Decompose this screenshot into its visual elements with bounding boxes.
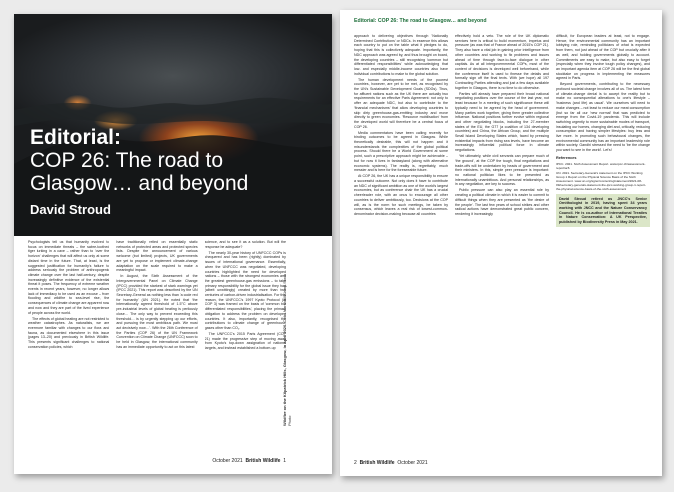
paragraph: difficult, for European leaders at least, not to engage. Hence, the environmental community has an important lobbying role, reminding politicians of what is expected from them, not just ahead of the COP but crucially after it as well, and holding governments globally to account. Commitments are easy to make, but also easy to forget (especially when they involve tough policy changes), and an important agenda item at COP 26 will be the first global stocktake on progress in implementing the measures agreed in Paris. bbox=[556, 34, 650, 81]
paragraph: The effects of global heating are not restricted to weather catastrophes. As naturalists, we are evermore familiar with changes to our flora and fauna, as documented elsewhere in this issue (pages 13–20) and previously in British Wildlife. This presents significant challenges to national conservation policies, which bbox=[28, 316, 110, 349]
left-col-3 bbox=[205, 240, 286, 446]
paragraph: The UNFCCC's 2015 Paris Agreement (COP 21) made the progressive step of moving away from Kyoto's top-down assignation of national targets, and instead established a bottom-up bbox=[204, 331, 286, 351]
right-page bbox=[340, 10, 662, 476]
article-headline bbox=[30, 126, 320, 195]
paragraph: Media commentators have been calling recently for binding outcomes to be agreed in Glasgow. While theoretically desirable, this will not happen and it misunderstands the complexities of the global political process. Should there be a World Government at some point, such a prescriptive approach might be achievable – but for now it lives in fantasyland (along with alternative economic systems). The reality is, regrettably, much messier and is here for the foreseeable future. bbox=[354, 130, 448, 173]
footer-page-number: 2 bbox=[354, 460, 357, 466]
photo-credit-caption: Wildfire on the Kilpatrick Hills, Glasgow, in April 2020. bbox=[282, 323, 287, 426]
references-title: References bbox=[556, 155, 577, 160]
paragraph: The nearly 30-year history of UNFCCC COPs is chequered and has been (rightly) dominated by issues of international governance. Essentially, when the UNFCCC was negotiated, developing countries highlighted the need for developed nations – those with the strongest economies and the greatest greenhouse-gas emissions – to take primary responsibility for the global issue they had (albeit unwittingly) created by more than two centuries of carbon-driven industrialisation. For this reason, the UNFCCC's 1997 Kyoto Protocol (at COP 3) was framed on the basis of 'common but differentiated responsibilities', placing the primary obligation to address the problem on developed countries. It also, importantly, recognised the contributions to climate change of greenhouse gases other than CO₂. bbox=[204, 250, 286, 330]
paragraph: Yet ultimately, while civil servants can prepare much of 'the ground', at the COP the tough, final negotiations and trade-offs will be undertaken by heads of government and their ministers. In this, simple peer pressure is important: no national politician likes to be presented as internationally unambitious. And personal relationships, as in any negotiation, are key to success. bbox=[455, 154, 549, 187]
paragraph: At COP 26, the UK has a unique responsibility to ensure a successful outcome. Not only does it have to contribute an NDC of significant ambition as one of the world's largest economies, but as conference chair the UK has a crucial cheerleader role, with an onus to encourage all other countries to deliver ambitiously, too. Decisions at the COP will, as is the norm for such meetings, be taken by consensus, which leaves a real risk of lowest-common-denominator decision-making because all countries bbox=[354, 174, 448, 216]
paragraph: The human development needs of the poorest countries, however, are yet to be met, as recognised by the UN's Sustainable Development Goals (SDGs). Thus, for affluent nations such as the UK there are actually two requirements for an effective Paris Agreement: not only to offer an adequate NDC, but also to contribute to the 'financial mechanisms' that allow developing countries to skip dirty greenhouse-gas-emitting industry and move directly to green economies. 'Resource mobilisation' from the developed world will therefore be a central focus of COP 26. bbox=[354, 77, 448, 129]
footer-date: October 2021 bbox=[397, 460, 428, 466]
paragraph: approach to delivering objectives through 'Nationally Determined Contributions' or NDCs. In essence this allows each country to put on the table what it pledges to do, hoping that this is collectively adequate. Importantly, the NDC approach was agreed by, and thus brought on board, the developing countries – still recognising 'common but differentiated responsibilities' while acknowledging that low- and especially middle-income countries also have individual contributions to make to the global solution. bbox=[354, 34, 448, 76]
paragraph: science, and to see it as a solution. But will the response be adequate? bbox=[204, 240, 286, 249]
paragraph: have traditionally relied on essentially static networks of protected areas and protected species lists. Despite the announcement of various welcome (but limited) projects, UK governments are yet to propose or implement climate-change adaptation on the scale required to make a meaningful impact. bbox=[116, 240, 198, 273]
paragraph: Beyond governments, contributing to the necessary profound societal change involves all of us. The latest form of climate-change denial is to accept the reality but to make no consequential alterations to one's lifestyle – 'business (and life) as usual'. We ourselves will need to make changes – not least to reduce our meat consumption (but so far all our 'new normal' that was predicted to emerge from the Covid-19 pandemic. This will include switching urgently to more sustainable modes of transport, insulating our homes, changing diet and, critically, reducing consumption and having simpler lifestyles: buy less and live more. In promoting such behavioural changes, the environmental community has an important leadership role within society. Gandhi stressed the need to 'be the change you want to see in the world'. Let's! bbox=[556, 82, 650, 153]
author-byline: David Stroud bbox=[30, 202, 111, 217]
left-col-2 bbox=[116, 240, 197, 446]
right-col-1 bbox=[354, 34, 448, 444]
right-col-3 bbox=[556, 34, 650, 444]
photo-credit-source: Colin Marshall/Alamy Stock Photo bbox=[282, 273, 292, 426]
photo-credit bbox=[282, 266, 292, 426]
paragraph: In August, the Sixth Assessment of the Intergovernmental Panel on Climate Change (IPCC) provided the starkest of stark warnings yet (IPCC 2021). This report was described by the UN Secretary-General as nothing less than 'a code red for humanity' (UN 2021). He noted that 'the internationally agreed threshold of 1.5°C above pre-industrial levels of global heating is perilously close… The only way to prevent exceeding this threshold… is by urgently stepping up our efforts, and pursuing the most ambitious path. We must act decisively now…'. With the 26th Conference of the Parties (COP 26) of the UN Framework Convention on Climate Change (UNFCCC) soon to be held in Glasgow, the international community has an immediate opportunity to act on this latest bbox=[116, 274, 198, 349]
footer-title: British Wildlife bbox=[245, 458, 281, 464]
headline-line2: COP 26: The road to bbox=[30, 149, 224, 172]
left-col-1 bbox=[28, 240, 109, 446]
wildfire-photo bbox=[14, 14, 332, 236]
left-text-columns bbox=[28, 240, 286, 446]
reference-item: IPCC. 2021. Sixth Assessment Report. www.ipcc.ch/assessment-report/ar6 bbox=[556, 161, 646, 170]
author-bio-box: David Stroud retired as JNCC's Senior Ornithologist in 2019, having spent 34 years working with JNCC and the Nature Conservancy Council. He is co-author of International Treaties in Nature Conservation: A UK Perspective, published by Biodiversity Press in May 2021. bbox=[556, 194, 650, 228]
headline-line1: Editorial: bbox=[30, 126, 122, 149]
right-col-2 bbox=[455, 34, 549, 444]
reference-item: UN. 2021. Secretary-General's statement on the IPCC Working Group 1 Report on the Physical Science Basis of the Sixth Assessment. www.un.org/sg/en/content/sg/statement/2021-08-09/secretary-generals-statement-the-ipcc-working-group-1-report-the-physical-science-basis-of-the-sixth-assessment bbox=[556, 170, 646, 191]
running-head: Editorial: COP 26: The road to Glasgow… and beyond bbox=[354, 18, 487, 24]
footer-date: October 2021 bbox=[212, 458, 243, 464]
right-footer bbox=[354, 460, 428, 466]
references-box bbox=[556, 156, 650, 191]
right-text-columns bbox=[354, 34, 650, 444]
paragraph: Public pressure can also play an essential role by creating a political climate in which it is easier to commit to difficult things when they are presented as 'the desire of the people'. The last few years of school strikes and other radical actions have demonstrated great public concern, rendering it increasingly bbox=[455, 188, 549, 216]
left-footer bbox=[212, 458, 286, 464]
footer-title: British Wildlife bbox=[359, 460, 395, 466]
paragraph: Parties will already have prepared their broad national negotiating positions over the course of the last year, not least because 'in a meeting of such significance these will typically need to be agreed by the head of government. Many parties work together, giving them greater collective influence. National positions further evolve within regional and other negotiating blocks, including the 27-member states of the EU, the G77 (a coalition of 134 developing countries) and China, the African Group, and the multiple Small Island Developing States which, faced by pressing existential impacts from rising sea levels, have become an increasingly influential political force in climate negotiations. bbox=[455, 91, 549, 153]
paragraph: effectively hold a veto. The role of the UK diplomatic services here is critical to build momentum, impetus and pressure (as was that of France ahead of 2015's COP 21). They also have a vital job in gaining prior intelligence from other countries and working to fix problems and issues ahead of time through face-to-face dialogue in other capitals. As at all intergovernmental COPs, most of the content of decisions is developed well beforehand, while the conference itself is used to finesse the details and formally sign off the final texts. With (we hope) all 197 Contracting Parties attending and just a few days available together in Glasgow, there is no time to do otherwise. bbox=[455, 34, 549, 90]
left-page bbox=[14, 14, 332, 474]
paragraph: Psychologists tell us that humanity evolved to focus on immediate threats – the sabre-toothed tiger lurking in a cave – rather than to 'over the horizon' challenges that will affect us only at some distant time in the future. That, at least, is the suggested justification for humanity's failure to address seriously the problem of anthropogenic climate change over the last half-century, despite increasingly definitive evidence of the existential threat it poses. The frequency of extreme weather events in recent years, however, no longer allows lack of immediacy to be used as an excuse – from flooding and wildfire to sea-level rise, the consequences of climate change are apparent now and now and they are part of the lived experience of people across the world. bbox=[28, 240, 110, 315]
headline-line3: Glasgow… and beyond bbox=[30, 172, 249, 195]
footer-page-number: 1 bbox=[283, 458, 286, 464]
